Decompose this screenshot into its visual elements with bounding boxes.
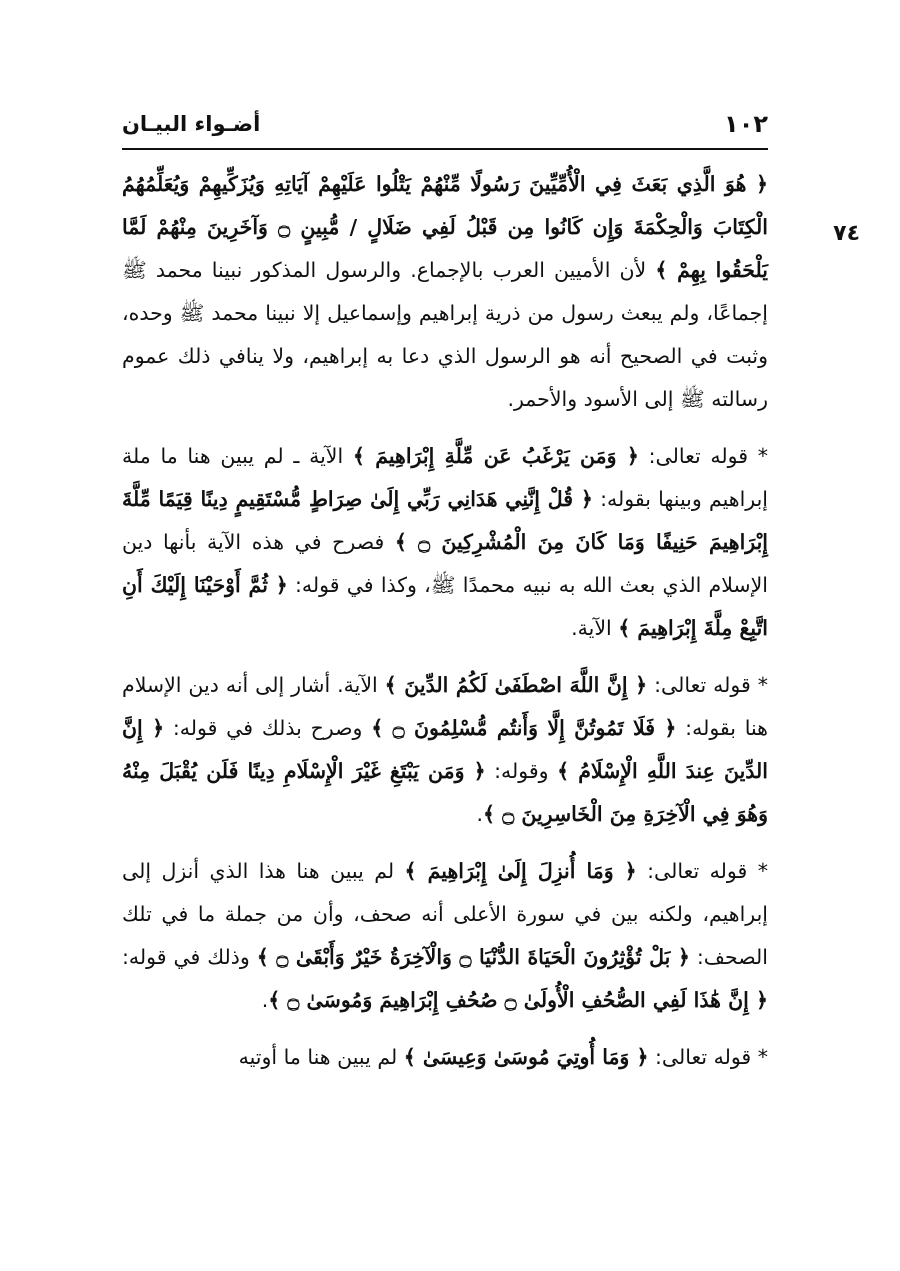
paragraph-1 [122, 163, 768, 421]
paragraph-5 [122, 1036, 768, 1079]
quran-quote: ﴿ قُلْ إِنَّنِي هَدَانِي رَبِّي إِلَىٰ صِرَاطٍ مُّسْتَقِيمٍ دِينًا قِيَمًا مِّلَّةَ إِبْرَاهِيمَ حَنِيفًا وَمَا كَانَ مِنَ الْمُشْرِكِينَ ۝ ﴾ [122, 487, 768, 554]
running-header [122, 110, 768, 150]
quran-quote: ﴿ وَمَن يَرْغَبُ عَن مِّلَّةِ إِبْرَاهِيمَ ﴾ [352, 444, 639, 468]
commentary-text: لم يبين هنا هذا الذي أنزل إلى إبراهيم، ولكنه بين في سورة الأعلى أنه صحف، وأن من جملة ما في تلك الصحف: [122, 859, 768, 969]
commentary-text: الآية. أشار إلى أنه دين الإسلام هنا بقوله: [122, 673, 768, 740]
quran-quote: ﴿ وَمَا أُنزِلَ إِلَىٰ إِبْرَاهِيمَ ﴾ [404, 859, 637, 883]
commentary-text: وذلك في قوله: [122, 945, 257, 969]
commentary-text: لم يبين هنا ما أوتيه [238, 1045, 404, 1069]
page-body [122, 163, 860, 1093]
commentary-text: وقوله: [485, 759, 558, 783]
quran-quote: ﴿ إِنَّ الدِّينَ عِندَ اللَّهِ الْإِسْلَامُ ﴾ [122, 716, 768, 783]
commentary-text: فصرح في هذه الآية بأنها دين الإسلام الذي بعث الله به نبيه محمدًا ﷺ، وكذا في قوله: [122, 530, 768, 597]
quran-quote: ﴿ فَلَا تَمُوتُنَّ إِلَّا وَأَنتُم مُّسْلِمُونَ ۝ ﴾ [371, 716, 677, 740]
quran-quote: ﴿ هُوَ الَّذِي بَعَثَ فِي الْأُمِّيِّينَ رَسُولًا مِّنْهُمْ يَتْلُوا عَلَيْهِمْ آيَاتِهِ وَيُزَكِّيهِمْ وَيُعَلِّمُهُمُ الْكِتَابَ وَالْحِكْمَةَ وَإِن كَانُوا مِن قَبْلُ لَفِي ضَلَالٍ / مُّبِينٍ ۝ وَآخَرِينَ مِنْهُمْ لَمَّا يَلْحَقُوا بِهِمْ ﴾ [122, 172, 769, 282]
commentary-text: * قوله تعالى: [648, 1045, 768, 1069]
book-title: أضـواء البيـان [122, 112, 261, 136]
commentary-text: . [476, 802, 484, 826]
commentary-text: وصرح بذلك في قوله: [164, 716, 372, 740]
commentary-text: الآية ـ لم يبين هنا ما ملة إبراهيم وبينها بقوله: [122, 444, 768, 511]
quran-quote: ﴿ بَلْ تُؤْثِرُونَ الْحَيَاةَ الدُّنْيَا ۝ وَالْآخِرَةُ خَيْرٌ وَأَبْقَىٰ ۝ ﴾ [256, 945, 690, 969]
commentary-text: * قوله تعالى: [647, 673, 768, 697]
quran-quote: ﴿ وَمَن يَبْتَغِ غَيْرَ الْإِسْلَامِ دِينًا فَلَن يُقْبَلَ مِنْهُ وَهُوَ فِي الْآخِرَةِ مِنَ الْخَاسِرِينَ ۝ ﴾ [122, 759, 768, 826]
margin-verse-number: ٧٤ [833, 221, 860, 246]
paragraph-4 [122, 850, 768, 1022]
commentary-text: . [261, 988, 269, 1012]
commentary-text: * قوله تعالى: [638, 444, 768, 468]
quran-quote: ﴿ ثُمَّ أَوْحَيْنَا إِلَيْكَ أَنِ اتَّبِعْ مِلَّةَ إِبْرَاهِيمَ ﴾ [122, 573, 768, 640]
commentary-text: الآية. [571, 616, 619, 640]
quran-quote: ﴿ إِنَّ هَٰذَا لَفِي الصُّحُفِ الْأُولَىٰ ۝ صُحُفِ إِبْرَاهِيمَ وَمُوسَىٰ ۝ ﴾ [268, 988, 768, 1012]
quran-quote: ﴿ إِنَّ اللَّهَ اصْطَفَىٰ لَكُمُ الدِّينَ ﴾ [384, 673, 648, 697]
commentary-text: * قوله تعالى: [636, 859, 768, 883]
paragraph-2 [122, 435, 768, 650]
commentary-text: لأن الأميين العرب بالإجماع. والرسول المذكور نبينا محمد ﷺ إجماعًا، ولم يبعث رسول من ذرية إبراهيم وإسماعيل إلا نبينا محمد ﷺ وحده، وثبت في الصحيح أنه هو الرسول الذي دعا به إبراهيم، ولا ينافي ذلك عموم رسالته ﷺ إلى الأسود والأحمر. [122, 258, 768, 411]
paragraph-3 [122, 664, 768, 836]
quran-quote: ﴿ وَمَا أُوتِيَ مُوسَىٰ وَعِيسَىٰ ﴾ [403, 1045, 649, 1069]
page-number: ١٠٢ [724, 110, 768, 138]
